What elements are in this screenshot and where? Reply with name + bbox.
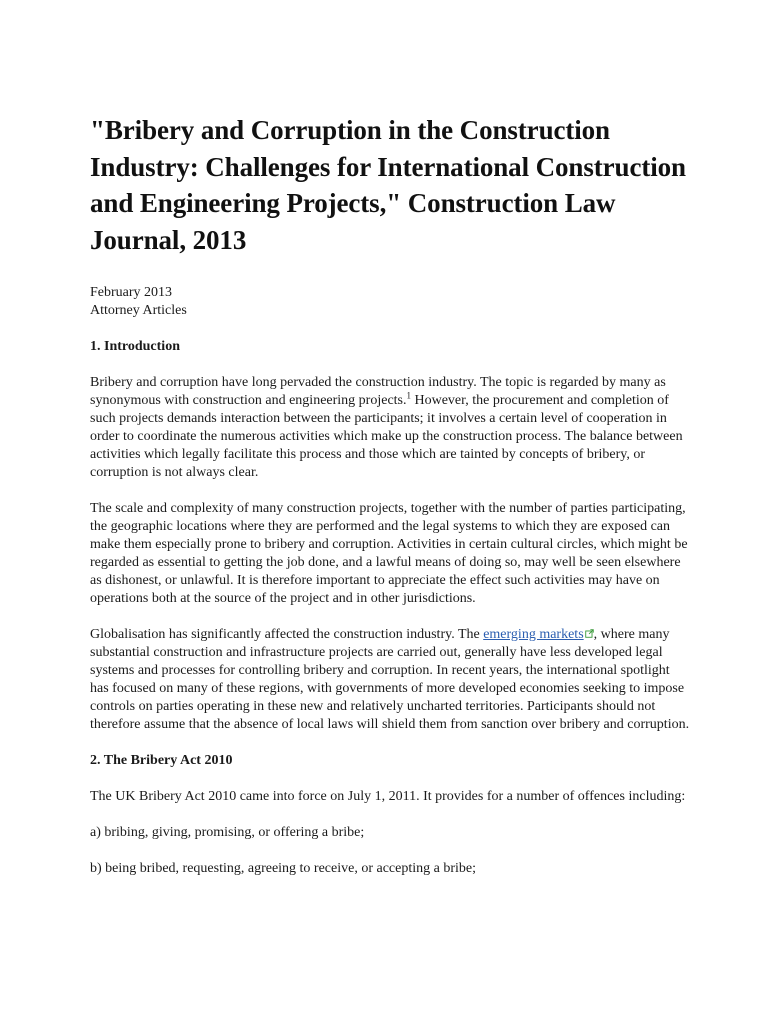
intro-p1-text-a: Bribery and corruption have long pervaded the construction industry. The topic is regarded by many as synonymous with construction and engineering projects. <box>90 375 666 408</box>
intro-paragraph-3 <box>90 626 690 734</box>
article-date: February 2013 <box>90 285 173 300</box>
intro-paragraph-1 <box>90 374 690 482</box>
section-heading-introduction: 1. Introduction <box>90 339 180 354</box>
section-heading-bribery-act: 2. The Bribery Act 2010 <box>90 753 233 768</box>
article <box>90 112 690 896</box>
footnote-ref-1[interactable]: 1 <box>406 390 411 401</box>
intro-p1-text-b: However, the procurement and completion of such projects demands interaction between the participants; it involves a certain level of cooperation in order to coordinate the numerous activities which make up the construction process. The balance between activities which legally facilitate this process and those which are tainted by concepts of bribery, or corruption is not always clear. <box>90 393 683 480</box>
article-category: Attorney Articles <box>90 303 187 318</box>
offence-item-a: a) bribing, giving, promising, or offering a bribe; <box>90 825 365 840</box>
article-meta <box>90 284 690 320</box>
bribery-act-paragraph-1: The UK Bribery Act 2010 came into force on July 1, 2011. It provides for a number of offences including: <box>90 789 686 804</box>
emerging-markets-link-text[interactable]: emerging markets <box>483 627 584 642</box>
intro-paragraph-2: The scale and complexity of many construction projects, together with the number of parties participating, the geographic locations where they are performed and the legal systems to which they are exposed can make them especially prone to bribery and corruption. Activities in certain cultural circles, which might be regarded as essential to getting the job done, and a lawful means of doing so, may well be seen elsewhere as dishonest, or unlawful. It is therefore important to appreciate the effect such activities may have on operations both at the source of the project and in other jurisdictions. <box>90 501 688 606</box>
offence-item-b: b) being bribed, requesting, agreeing to receive, or accepting a bribe; <box>90 861 477 876</box>
external-link-icon[interactable] <box>585 629 594 638</box>
intro-p3-text-a: Globalisation has significantly affected the construction industry. The <box>90 627 484 642</box>
intro-p3-text-b: , where many substantial construction and infrastructure projects are carried out, generally have less developed legal systems and processes for controlling bribery and corruption. In recent years, the international spotlight has focused on many of these regions, with governments of more developed economies seeking to impose controls on parties operating in these new and relatively uncharted territories. Participants should not therefore assume that the absence of local laws will shield them from sanction over bribery and corruption. <box>90 627 690 732</box>
article-title: "Bribery and Corruption in the Construction Industry: Challenges for International Construction and Engineering Projects," Construction Law Journal, 2013 <box>90 115 686 255</box>
emerging-markets-link[interactable] <box>483 627 583 642</box>
